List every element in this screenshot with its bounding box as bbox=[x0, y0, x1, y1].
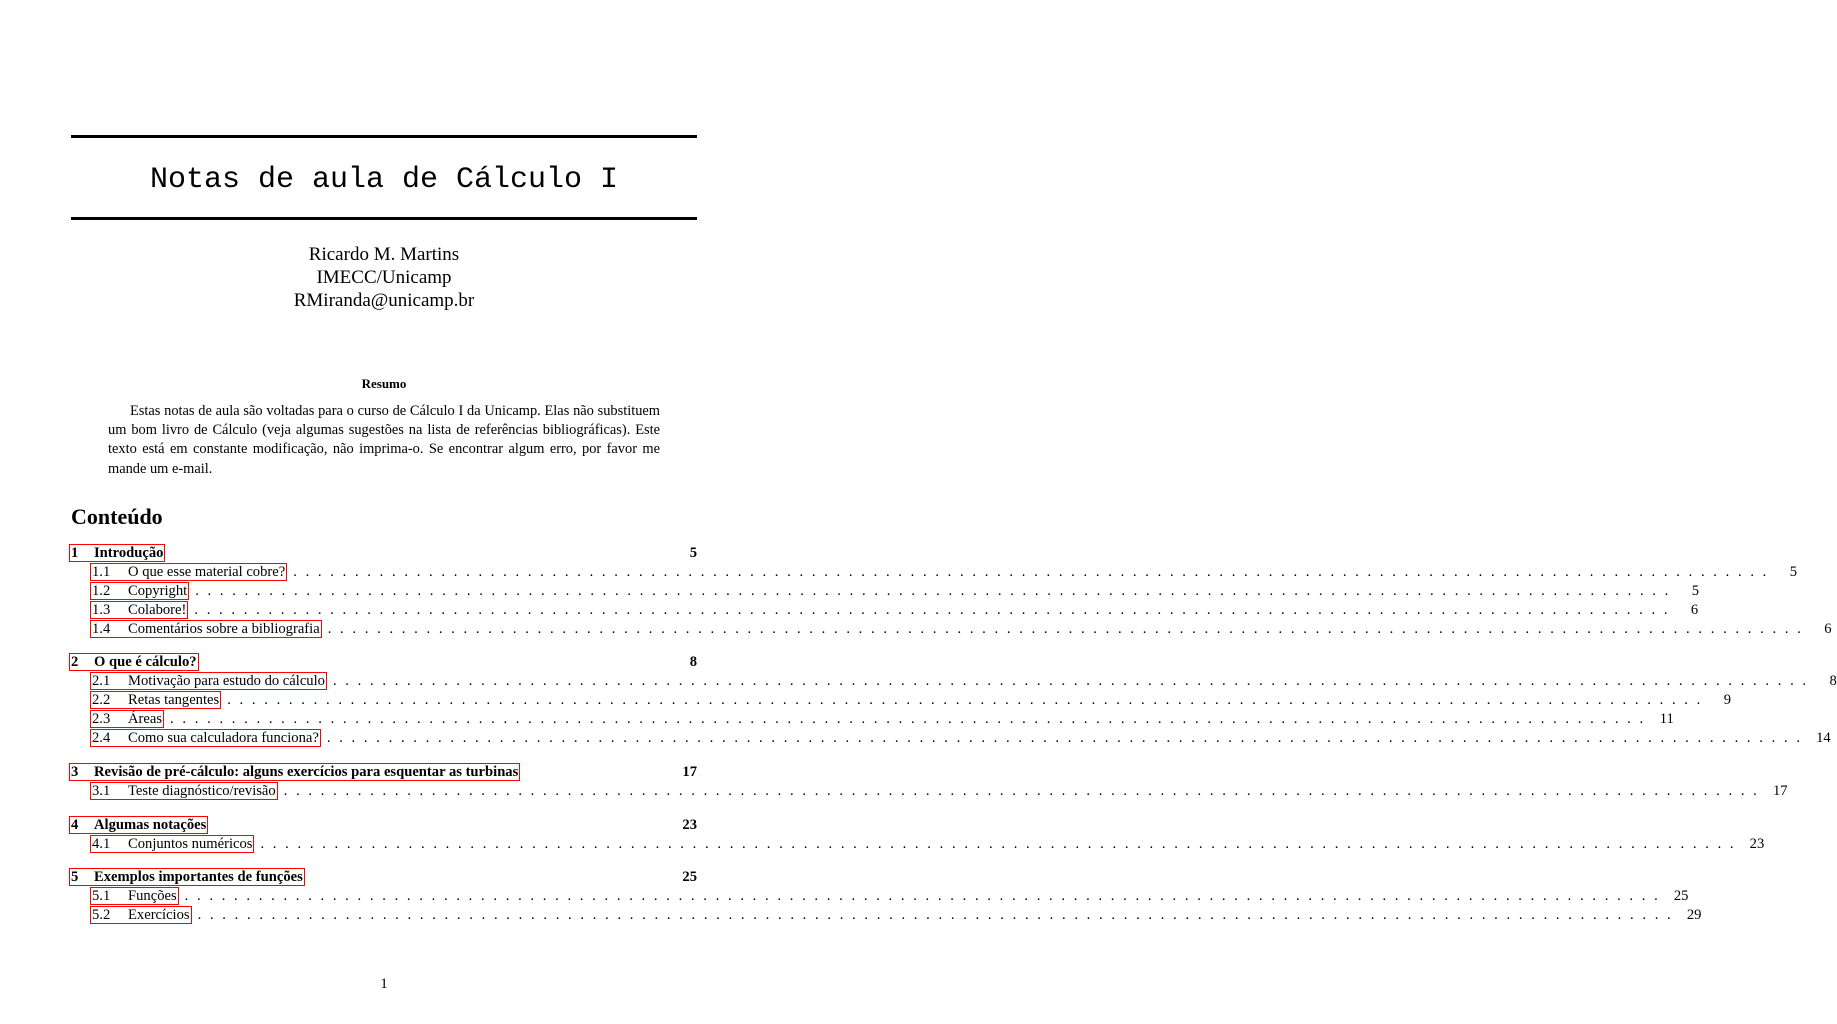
toc-dot-leader: ........................................................................................................................ bbox=[260, 835, 1743, 852]
toc-section-title: Algumas notações bbox=[94, 816, 207, 833]
toc-subsection-page: 11 bbox=[1659, 711, 1674, 728]
toc-section-entry bbox=[71, 763, 697, 782]
toc-subsection-title: O que esse material cobre? bbox=[128, 563, 286, 580]
toc-subsection-title: Copyright bbox=[128, 582, 188, 599]
toc-subsection-title: Funções bbox=[128, 888, 177, 905]
toc-subsection-number: 2.4 bbox=[92, 730, 111, 747]
contents-heading: Conteúdo bbox=[71, 504, 163, 529]
toc-section-entry bbox=[71, 653, 697, 672]
toc-subsection-link[interactable] bbox=[90, 887, 179, 905]
toc-section-link[interactable] bbox=[69, 868, 305, 886]
author-institution: IMECC/Unicamp bbox=[316, 267, 452, 288]
toc-dot-leader: ........................................................................................................................ bbox=[332, 673, 1815, 690]
toc-subsection-number: 1.4 bbox=[92, 620, 111, 637]
toc-subsection-title: Áreas bbox=[128, 711, 163, 728]
toc-subsection-entry bbox=[71, 601, 1699, 620]
toc-subsection-title: Conjuntos numéricos bbox=[128, 835, 253, 852]
toc-section-number: 3 bbox=[71, 763, 79, 780]
title-bottom-rule bbox=[71, 217, 697, 220]
toc-subsection-page: 8 bbox=[1829, 673, 1837, 690]
toc-subsection-link[interactable] bbox=[90, 582, 189, 600]
toc-dot-leader: ........................................................................................................................ bbox=[227, 692, 1709, 709]
toc-section bbox=[71, 763, 1788, 801]
toc-subsection-title: Comentários sobre a bibliografia bbox=[128, 620, 320, 637]
toc-subsection-title: Teste diagnóstico/revisão bbox=[128, 782, 276, 799]
toc-subsection-number: 2.3 bbox=[92, 711, 111, 728]
toc-subsection-title: Colabore! bbox=[128, 601, 187, 618]
toc-subsection-number: 2.2 bbox=[92, 692, 111, 709]
toc-dot-leader: ........................................................................................................................ bbox=[195, 582, 1677, 599]
toc-subsection-link[interactable] bbox=[90, 729, 321, 747]
toc-section bbox=[71, 816, 1765, 854]
toc-subsection-page: 25 bbox=[1673, 888, 1689, 905]
toc-section-title: O que é cálculo? bbox=[94, 654, 197, 671]
toc-section-number: 2 bbox=[71, 654, 79, 671]
toc-subsection-entry bbox=[71, 835, 1765, 854]
toc-subsection-link[interactable] bbox=[90, 906, 192, 924]
toc-section-link[interactable] bbox=[69, 816, 208, 834]
toc-section-link[interactable] bbox=[69, 544, 165, 562]
toc-section-page: 8 bbox=[689, 654, 697, 671]
toc-section-title: Exemplos importantes de funções bbox=[94, 869, 303, 886]
toc-dot-leader: ........................................................................................................................ bbox=[184, 888, 1667, 905]
toc-subsection-page: 9 bbox=[1723, 692, 1731, 709]
toc-section bbox=[71, 544, 1832, 638]
toc-section-entry bbox=[71, 544, 697, 563]
toc-subsection-number: 4.1 bbox=[92, 835, 111, 852]
toc-dot-leader: ........................................................................................................................ bbox=[293, 563, 1776, 580]
toc-subsection-page: 23 bbox=[1749, 835, 1765, 852]
abstract-body: Estas notas de aula são voltadas para o curso de Cálculo I da Unicamp. Elas não substituem um bom livro de Cálculo (veja algumas sugestões na lista de referências bibliográficas). Este texto está em constante modificação, não imprima-o. Se encontrar algum erro, por favor me mande um e-mail. bbox=[108, 403, 660, 477]
toc-dot-leader: ........................................................................................................................ bbox=[326, 730, 1809, 747]
toc-subsection-number: 1.3 bbox=[92, 601, 111, 618]
toc-dot-leader: ........................................................................................................................ bbox=[327, 620, 1810, 637]
toc-subsection-entry bbox=[71, 710, 1674, 729]
toc-subsection-page: 29 bbox=[1686, 907, 1702, 924]
toc-subsection-entry bbox=[71, 782, 1788, 801]
toc-subsection-link[interactable] bbox=[90, 710, 164, 728]
toc-subsection-entry bbox=[71, 691, 1731, 710]
author-name: Ricardo M. Martins bbox=[308, 244, 460, 265]
toc-subsection-link[interactable] bbox=[90, 563, 287, 581]
toc-subsection-link[interactable] bbox=[90, 691, 221, 709]
table-of-contents bbox=[71, 544, 1837, 940]
toc-section-page: 25 bbox=[682, 869, 697, 886]
toc-subsection-title: Como sua calculadora funciona? bbox=[128, 730, 319, 747]
toc-subsection-entry bbox=[71, 563, 1798, 582]
toc-subsection-title: Motivação para estudo do cálculo bbox=[128, 673, 325, 690]
toc-section-entry bbox=[71, 816, 697, 835]
toc-subsection-title: Retas tangentes bbox=[128, 692, 220, 709]
toc-subsection-page: 6 bbox=[1690, 601, 1699, 618]
toc-subsection-link[interactable] bbox=[90, 620, 322, 638]
document-title: Notas de aula de Cálculo I bbox=[149, 163, 619, 197]
toc-section-link[interactable] bbox=[69, 653, 199, 671]
page-number: 1 bbox=[380, 976, 388, 992]
toc-dot-leader: ........................................................................................................................ bbox=[283, 782, 1766, 799]
toc-subsection-title: Exercícios bbox=[128, 907, 190, 924]
toc-dot-leader: ........................................................................................................................ bbox=[194, 601, 1677, 618]
toc-section bbox=[71, 868, 1702, 925]
toc-subsection-number: 2.1 bbox=[92, 673, 111, 690]
toc-section-title: Introdução bbox=[94, 545, 164, 561]
toc-section-entry bbox=[71, 868, 697, 887]
toc-section-number: 1 bbox=[71, 545, 79, 561]
toc-subsection-entry bbox=[71, 620, 1832, 639]
toc-subsection-page: 5 bbox=[1789, 563, 1798, 580]
author-email: RMiranda@unicamp.br bbox=[293, 290, 475, 311]
toc-section bbox=[71, 653, 1837, 747]
toc-subsection-number: 3.1 bbox=[92, 782, 111, 799]
toc-subsection-number: 5.2 bbox=[92, 907, 111, 924]
toc-subsection-link[interactable] bbox=[90, 601, 188, 619]
toc-dot-leader: ........................................................................................................................ bbox=[197, 907, 1680, 924]
toc-subsection-number: 1.2 bbox=[92, 582, 111, 599]
toc-subsection-number: 5.1 bbox=[92, 888, 111, 905]
toc-section-title: Revisão de pré-cálculo: alguns exercícios para esquentar as turbinas bbox=[94, 763, 519, 780]
toc-section-link[interactable] bbox=[69, 763, 520, 781]
toc-subsection-link[interactable] bbox=[90, 672, 327, 690]
title-top-rule bbox=[71, 135, 697, 138]
toc-subsection-page: 14 bbox=[1816, 730, 1831, 747]
toc-subsection-entry bbox=[71, 729, 1831, 748]
toc-subsection-page: 5 bbox=[1691, 582, 1699, 599]
toc-section-page: 5 bbox=[689, 545, 697, 561]
toc-subsection-number: 1.1 bbox=[92, 563, 111, 580]
toc-section-page: 17 bbox=[682, 763, 697, 780]
toc-dot-leader: ........................................................................................................................ bbox=[170, 711, 1652, 728]
toc-subsection-entry bbox=[71, 582, 1699, 601]
toc-section-page: 23 bbox=[682, 816, 697, 833]
toc-subsection-link[interactable] bbox=[90, 835, 254, 853]
toc-subsection-entry bbox=[71, 906, 1702, 925]
toc-section-number: 4 bbox=[71, 816, 79, 833]
toc-subsection-page: 17 bbox=[1772, 782, 1788, 799]
abstract-heading: Resumo bbox=[361, 376, 407, 391]
toc-section-number: 5 bbox=[71, 869, 79, 886]
toc-subsection-link[interactable] bbox=[90, 782, 278, 800]
toc-subsection-entry bbox=[71, 887, 1689, 906]
toc-subsection-page: 6 bbox=[1824, 620, 1832, 637]
toc-subsection-entry bbox=[71, 672, 1837, 691]
